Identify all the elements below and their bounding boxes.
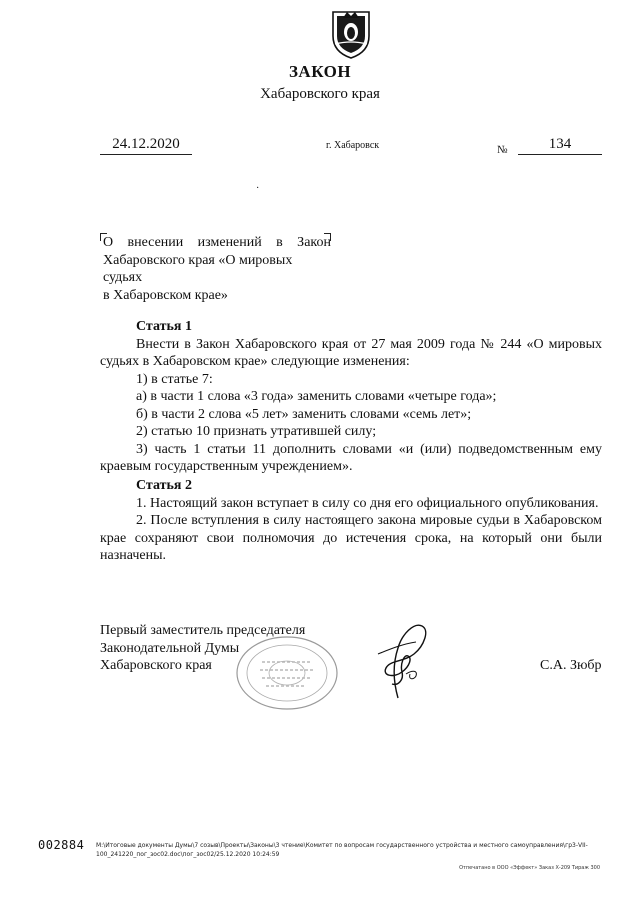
signatory-position-line: Законодательной Думы [100,640,240,656]
signer-name: С.А. Зюбр [540,658,602,673]
law-date: 24.12.2020 [100,136,192,155]
article-paragraph: 2) статью 10 признать утратившей силу; [136,424,377,439]
article-paragraph: 3) часть 1 статьи 11 дополнить словами «и (или) подведомственным ему краевым государственным учреждением». [100,441,602,474]
signatory-position-line: Хабаровского края [100,658,212,673]
article-paragraph: 1) в статье 7: [136,371,213,387]
law-number: 134 [518,136,602,155]
file-path-line: М:\Итоговые документы Думы\7 созыв\Проекты\Законы\3 чтение\Комитет по вопросам государственного устройства и местного самоуправления\гр3-VII- [96,842,588,849]
print-info: Отпечатано в ООО «Эффект» Заказ Х-209 Тираж 300 [459,865,600,871]
law-subject [103,234,331,304]
subject-line: в Хабаровском крае» [103,287,228,303]
article-title: Статья 2 [136,478,192,493]
subject-line: Хабаровского края «О мировых судьях [103,252,293,285]
coat-of-arms-emblem [327,6,375,60]
article-2 [100,477,602,565]
official-seal-stamp [232,632,342,714]
scan-mark-dot: · [256,183,260,194]
article-title: Статья 1 [136,319,192,334]
law-number-label: № [497,144,508,156]
subject-line: О внесении изменений в Закон [103,235,331,250]
article-paragraph: 2. После вступления в силу настоящего закона мировые судьи в Хабаровском крае сохраняют свои полномочия до истечения срока, на который они были назначены. [100,513,602,563]
law-title: ЗАКОН [288,62,352,81]
file-path-note [96,841,604,859]
law-region: Хабаровского края [260,86,380,102]
handwritten-signature [358,614,444,704]
article-paragraph: а) в части 1 слова «3 года» заменить словами «четыре года»; [136,389,497,404]
article-paragraph: 1. Настоящий закон вступает в силу со дня его официального опубликования. [136,495,599,511]
registration-number: 002884 [38,838,85,852]
signatory-position-line: Первый заместитель председателя [100,623,306,638]
article-paragraph: Внести в Закон Хабаровского края от 27 мая 2009 года № 244 «О мировых судьях в Хабаровском крае» следующие изменения: [100,336,602,369]
file-path-line: 100_241220_пог_зос02.doc\пог_зос02/25.12.2020 10:24:59 [96,851,280,858]
article-1 [100,318,602,476]
law-city: г. Хабаровск [326,140,380,151]
article-paragraph: б) в части 2 слова «5 лет» заменить словами «семь лет»; [136,406,472,422]
